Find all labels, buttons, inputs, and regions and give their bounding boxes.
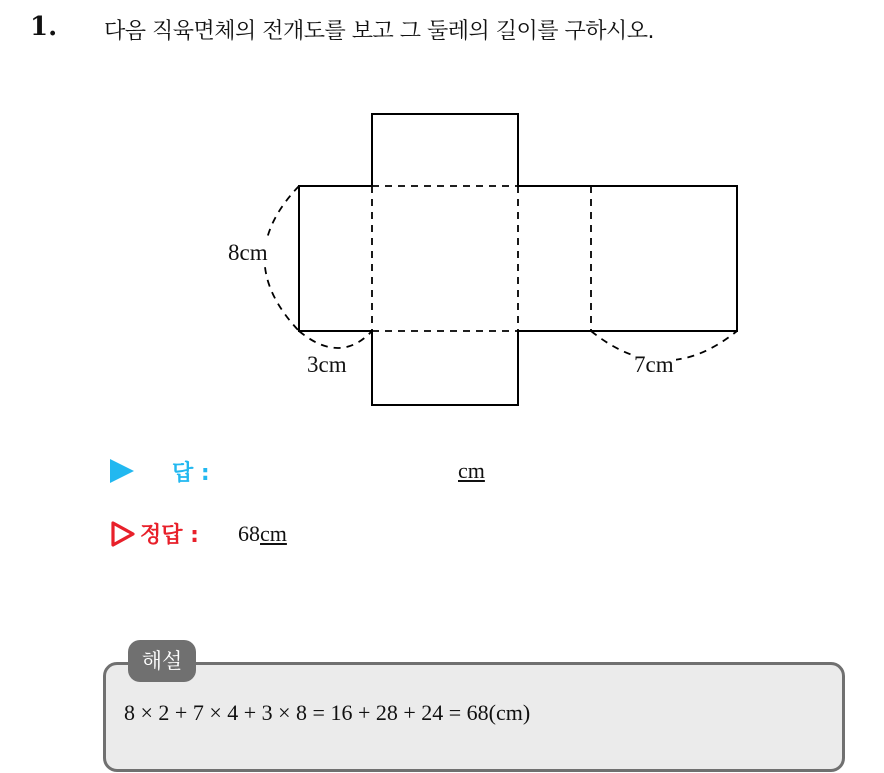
question-text: 다음 직육면체의 전개도를 보고 그 둘레의 길이를 구하시오. [104, 19, 654, 44]
play-triangle-icon [110, 459, 134, 483]
correct-label: 정답 : [140, 523, 199, 548]
correct-unit: cm [260, 521, 287, 546]
correct-row [110, 518, 530, 548]
label-width: 7cm [634, 352, 674, 377]
correct-answer [238, 521, 287, 547]
outline-triangle-icon [110, 520, 136, 548]
solution-tab: 해설 [128, 640, 196, 682]
answer-unit: cm [458, 458, 485, 483]
label-depth: 3cm [307, 352, 347, 377]
arc-depth [299, 331, 372, 348]
solution-text: 8 × 2 + 7 × 4 + 3 × 8 = 16 + 28 + 24 = 68(cm) [124, 700, 531, 725]
answer-label: 답 : [172, 461, 210, 486]
label-height: 8cm [228, 240, 268, 265]
arc-height [265, 186, 300, 331]
question-number: 1. [30, 12, 58, 42]
correct-value: 68 [238, 521, 260, 546]
answer-row [110, 456, 530, 486]
